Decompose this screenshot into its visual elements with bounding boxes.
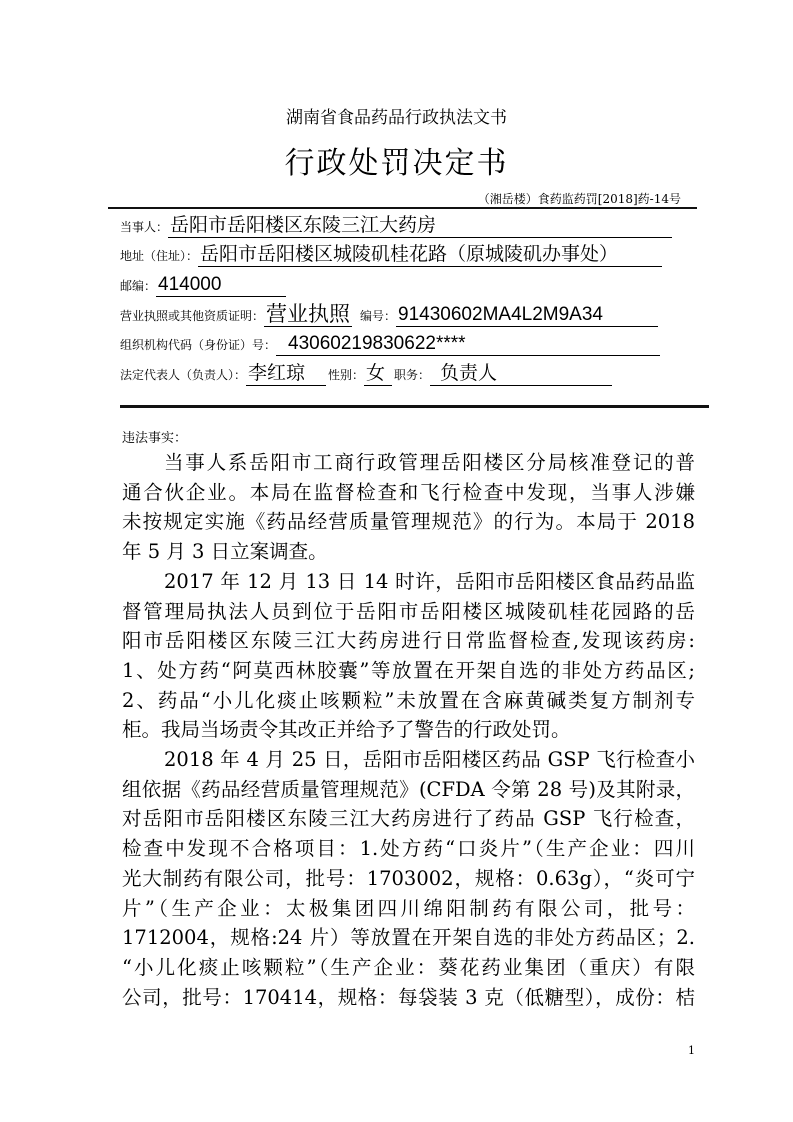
facts-line: 公司，批号：170414，规格：每袋装 3 克（低糖型），成份：桔: [122, 985, 695, 1009]
facts-line: 年 5 月 3 日立案调查。: [122, 540, 328, 564]
facts-line: 1712004，规格:24 片）等放置在开架自选的非处方药品区；2.: [122, 926, 695, 950]
legal-rep-value: 李红琼: [246, 363, 326, 386]
facts-line: 当事人系岳阳市工商行政管理岳阳楼区分局核准登记的普: [164, 451, 695, 474]
party-name-label: 当事人：: [120, 220, 169, 234]
facts-line: 柜。我局当场责令其改正并给予了警告的行政处罚。: [122, 718, 571, 742]
facts-line: 未按规定实施《药品经营质量管理规范》的行为。本局于 2018: [122, 510, 695, 534]
facts-line: 1、处方药“阿莫西林胶囊”等放置在开架自选的非处方药品区;: [122, 658, 695, 682]
legal-rep-label: 法定代表人（负责人）：: [120, 368, 247, 382]
license-number-value: 91430602MA4L2M9A34: [396, 304, 658, 327]
address-row: [120, 241, 662, 267]
org-code-label: 组织机构代码（身份证）号：: [120, 338, 277, 352]
position-value: 负责人: [430, 363, 612, 386]
address-label: 地址（住址）：: [120, 249, 199, 263]
facts-line: 光大制药有限公司，批号：1703002，规格：0.63g），“炎可宁: [122, 866, 695, 890]
top-divider: [108, 207, 697, 209]
postcode-row: [120, 271, 286, 297]
facts-line: 片”（生产企业：太极集团四川绵阳制药有限公司，批号：: [122, 896, 695, 920]
bottom-divider: [120, 405, 709, 408]
facts-line: 阳市岳阳楼区东陵三江大药房进行日常监督检查,发现该药房:: [122, 629, 695, 653]
document-series-title: 湖南省食品药品行政执法文书: [286, 108, 507, 128]
page-number: 1: [688, 1044, 695, 1057]
party-name-value: 岳阳市岳阳楼区东陵三江大药房: [168, 215, 672, 238]
facts-line: 检查中发现不合格项目：1.处方药“口炎片”（生产企业：四川: [122, 837, 695, 861]
license-label: 营业执照或其他资质证明：: [120, 309, 265, 323]
org-code-value: 43060219830622****: [276, 333, 660, 356]
position-label: 职务：: [394, 368, 431, 382]
license-value: 营业执照: [266, 303, 351, 326]
postcode-value: 414000: [156, 274, 286, 297]
facts-line: 督管理局执法人员到位于岳阳市岳阳楼区城陵矶桂花园路的岳: [122, 599, 695, 623]
document-title: 行政处罚决定书: [284, 146, 509, 181]
party-name-row: [120, 212, 672, 238]
legal-rep-row: [120, 360, 612, 386]
facts-line: 2017 年 12 月 13 日 14 时许，岳阳市岳阳楼区食品药品监: [164, 569, 695, 593]
facts-line: 2、药品“小儿化痰止咳颗粒”未放置在含麻黄碱类复方制剂专: [122, 688, 695, 712]
facts-label: 违法事实：: [122, 431, 188, 446]
facts-line: “小儿化痰止咳颗粒”（生产企业：葵花药业集团（重庆）有限: [122, 955, 695, 979]
facts-line: 对岳阳市岳阳楼区东陵三江大药房进行了药品 GSP 飞行检查，: [122, 807, 695, 831]
facts-line: 组依据《药品经营质量管理规范》(CFDA 令第 28 号)及其附录，: [122, 777, 695, 801]
postcode-label: 邮编：: [120, 279, 157, 293]
license-number-label: 编号：: [360, 309, 397, 323]
address-value: 岳阳市岳阳楼区城陵矶桂花路（原城陵矶办事处）: [198, 244, 662, 267]
facts-line: 2018 年 4 月 25 日，岳阳市岳阳楼区药品 GSP 飞行检查小: [164, 748, 695, 771]
license-row: [120, 301, 658, 327]
org-code-row: [120, 330, 660, 356]
gender-value: 女: [364, 363, 392, 386]
gender-label: 性别：: [328, 368, 365, 382]
facts-line: 通合伙企业。本局在监督检查和飞行检查中发现，当事人涉嫌: [122, 480, 695, 504]
document-number: （湘岳楼）食药监药罚[2018]药-14号: [477, 192, 681, 206]
